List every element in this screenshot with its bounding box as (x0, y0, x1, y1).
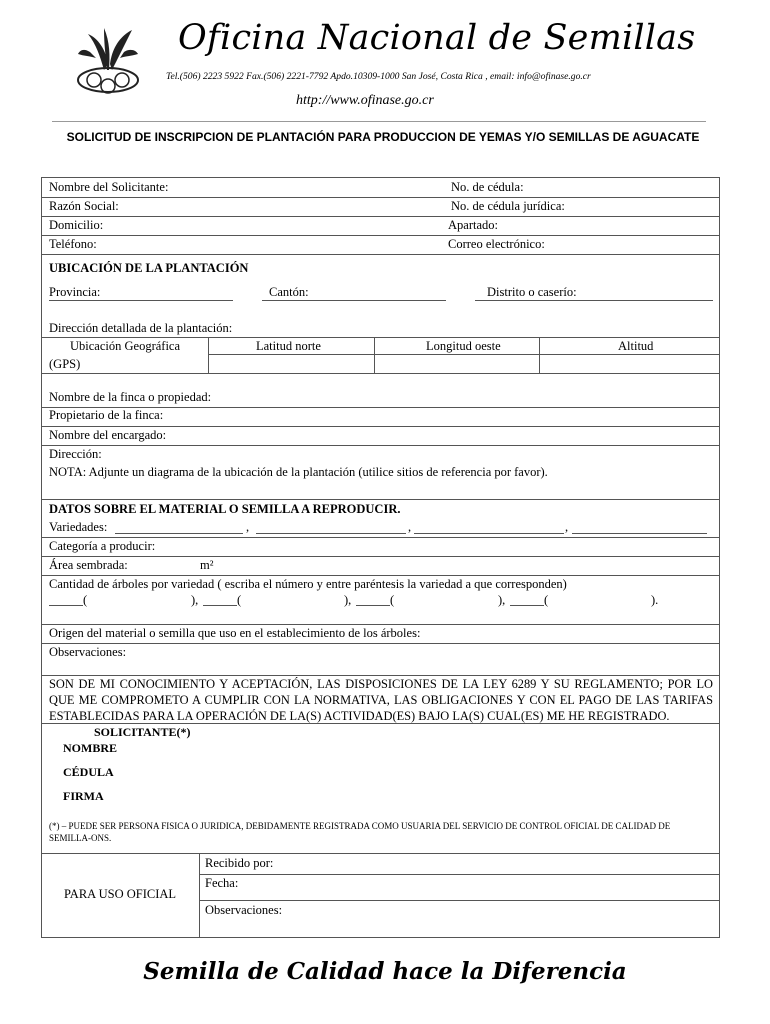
tree-paren-close-2: ), (344, 593, 352, 607)
farm-address-label[interactable]: Dirección: (49, 447, 102, 461)
manager-label[interactable]: Nombre del encargado: (49, 428, 167, 442)
area-row (42, 556, 719, 576)
variety-blank-1[interactable] (115, 533, 243, 534)
applicant-row-3 (42, 216, 719, 236)
phone-label[interactable]: Teléfono: (49, 237, 97, 251)
location-heading: UBICACIÓN DE LA PLANTACIÓN (49, 261, 249, 275)
official-observations-label[interactable]: Observaciones: (205, 903, 283, 917)
website-link[interactable]: http://www.ofinase.go.cr (296, 93, 434, 108)
tree-paren-close-1: ), (191, 593, 199, 607)
official-use-label: PARA USO OFICIAL (64, 887, 177, 901)
applicant-name-label[interactable]: Nombre del Solicitante: (49, 180, 169, 194)
tree-paren-close-3: ), (498, 593, 506, 607)
tree-count-blank-1[interactable] (49, 605, 83, 606)
variety-comma-2: , (408, 520, 412, 534)
declaration-text: SON DE MI CONOCIMIENTO Y ACEPTACIÓN, LAS DISPOSICIONES DE LA LEY 6289 Y SU REGLAMENTO; POR LO QUE ME COMPROMETO A CUMPLIR CON LA NORMATIVA, LAS OBLIGACIONES Y CON EL PAGO DE LAS TARIFAS ESTABLECIDAS PARA LA OPERACIÓN DE LA(S) ACTIVIDAD(ES) BAJO LA(S) CUAL(ES) ME HE REGISTRADO. (49, 677, 713, 723)
tree-count-blank-2[interactable] (203, 605, 237, 606)
varieties-label[interactable]: Variedades: (49, 520, 108, 534)
signature-id-label[interactable]: CÉDULA (63, 765, 114, 779)
gps-top-rule (42, 337, 719, 338)
tree-paren-open-2: ( (237, 593, 242, 607)
geo-location-label: Ubicación Geográfica (70, 339, 181, 353)
gps-mid-rule (208, 354, 719, 355)
applicant-heading: SOLICITANTE(*) (94, 725, 191, 739)
province-label[interactable]: Provincia: (49, 285, 101, 299)
address-row (42, 445, 719, 500)
diagram-note: NOTA: Adjunte un diagrama de la ubicación de la plantación (utilice sitios de referencia por favor). (49, 465, 548, 479)
id-number-label[interactable]: No. de cédula: (451, 180, 524, 194)
official-rule-2 (199, 900, 719, 901)
category-row (42, 537, 719, 557)
applicant-row-1 (42, 178, 719, 198)
area-label[interactable]: Área sembrada: (49, 558, 128, 572)
official-rule-1 (199, 874, 719, 875)
variety-blank-4[interactable] (572, 533, 707, 534)
variety-comma-1: , (246, 520, 250, 534)
material-heading: DATOS SOBRE EL MATERIAL O SEMILLA A REPRODUCIR. (49, 502, 401, 516)
longitude-label[interactable]: Longitud oeste (426, 339, 501, 353)
gps-divider-3 (539, 337, 540, 373)
origin-label[interactable]: Origen del material o semilla que uso en el establecimiento de los árboles: (49, 626, 421, 640)
ons-logo (74, 20, 142, 98)
gps-divider-1 (208, 337, 209, 373)
signature-block (42, 723, 719, 854)
latitude-label[interactable]: Latitud norte (256, 339, 321, 353)
tree-paren-close-4: ). (651, 593, 659, 607)
po-box-label[interactable]: Apartado: (448, 218, 498, 232)
tree-paren-open-4: ( (544, 593, 549, 607)
contact-info: Tel.(506) 2223 5922 Fax.(506) 2221-7792 Apdo.10309-1000 San José, Costa Rica , email: info@ofinase.go.cr (166, 71, 591, 82)
district-label[interactable]: Distrito o caserío: (487, 285, 577, 299)
district-underline (475, 300, 713, 301)
origin-row (42, 624, 719, 644)
form-title: SOLICITUD DE INSCRIPCION DE PLANTACIÓN PARA PRODUCCION DE YEMAS Y/O SEMILLAS DE AGUACATE (66, 130, 700, 144)
footer-slogan: Semilla de Calidad hace la Diferencia (143, 958, 627, 985)
material-observations-label[interactable]: Observaciones: (49, 645, 127, 659)
applicant-footnote: (*) – PUEDE SER PERSONA FISICA O JURIDICA, DEBIDAMENTE REGISTRADA COMO USUARIA DEL SERVICIO DE CONTROL OFICIAL DE CALIDAD DE SEMILLA-ONS. (49, 821, 671, 843)
variety-comma-3: , (565, 520, 569, 534)
domicile-label[interactable]: Domicilio: (49, 218, 104, 232)
signature-label[interactable]: FIRMA (63, 789, 104, 803)
header-divider (52, 121, 706, 122)
legal-id-label[interactable]: No. de cédula jurídica: (451, 199, 565, 213)
org-name: Oficina Nacional de Semillas (178, 18, 696, 58)
material-heading-row (42, 499, 719, 518)
gps-bottom-rule (42, 373, 719, 374)
official-date-label[interactable]: Fecha: (205, 876, 239, 890)
official-divider (199, 853, 200, 937)
tree-count-blank-4[interactable] (510, 605, 544, 606)
canton-label[interactable]: Cantón: (269, 285, 309, 299)
declaration-row (42, 675, 719, 724)
received-by-label[interactable]: Recibido por: (205, 856, 274, 870)
email-label[interactable]: Correo electrónico: (448, 237, 545, 251)
variety-blank-2[interactable] (256, 533, 406, 534)
province-underline (49, 300, 233, 301)
owner-row (42, 407, 719, 427)
farm-name-label[interactable]: Nombre de la finca o propiedad: (49, 390, 212, 404)
farm-name-row (42, 388, 719, 408)
material-observations-row (42, 643, 719, 676)
location-heading-row (42, 254, 719, 282)
applicant-row-2 (42, 197, 719, 217)
gps-label: (GPS) (49, 357, 81, 371)
category-label[interactable]: Categoría a producir: (49, 539, 156, 553)
signature-name-label[interactable]: NOMBRE (63, 741, 117, 755)
variety-blank-3[interactable] (414, 533, 564, 534)
canton-underline (262, 300, 446, 301)
detailed-address-label[interactable]: Dirección detallada de la plantación: (49, 321, 233, 335)
varieties-row (42, 518, 719, 538)
tree-count-blank-3[interactable] (356, 605, 390, 606)
area-unit: m² (200, 558, 214, 572)
applicant-row-4 (42, 235, 719, 255)
tree-paren-open-3: ( (390, 593, 395, 607)
altitude-label[interactable]: Altitud (618, 339, 654, 353)
tree-paren-open-1: ( (83, 593, 88, 607)
trees-per-variety-label[interactable]: Cantidad de árboles por variedad ( escriba el número y entre paréntesis la variedad a que corresponden) (49, 577, 567, 591)
trees-row (42, 575, 719, 625)
gps-divider-2 (374, 337, 375, 373)
owner-label[interactable]: Propietario de la finca: (49, 408, 164, 422)
manager-row (42, 426, 719, 446)
company-name-label[interactable]: Razón Social: (49, 199, 119, 213)
application-form (41, 177, 720, 938)
